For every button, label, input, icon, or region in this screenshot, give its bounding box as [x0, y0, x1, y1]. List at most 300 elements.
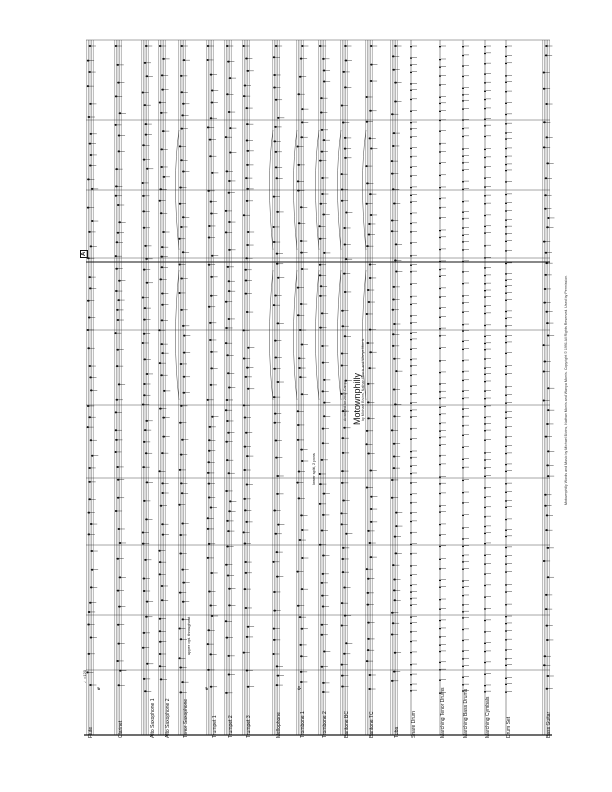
note-head [545, 54, 548, 56]
note-head [370, 80, 373, 82]
note-head [225, 564, 228, 566]
note-head [117, 82, 120, 84]
note-head [225, 210, 228, 212]
percussion-note [410, 231, 412, 232]
percussion-note [484, 63, 486, 64]
percussion-note [410, 296, 412, 297]
note-head [143, 500, 146, 502]
percussion-note [462, 677, 464, 678]
note-head [323, 70, 326, 72]
note-head [117, 479, 120, 481]
percussion-note [484, 178, 486, 179]
note-head [159, 188, 162, 190]
note-head [161, 492, 164, 494]
note-head [227, 61, 230, 63]
percussion-note [462, 569, 464, 570]
note-head [226, 354, 229, 356]
note-head [543, 146, 546, 148]
note-head [207, 643, 210, 645]
note-head [275, 151, 278, 153]
page-title: Motownphilly [352, 372, 362, 425]
note-head [226, 459, 229, 461]
note-head [180, 482, 183, 484]
note-head [158, 573, 161, 575]
percussion-note [410, 284, 412, 285]
percussion-note [410, 402, 412, 403]
note-head [225, 441, 228, 443]
note-head [273, 610, 276, 612]
note-head [297, 314, 300, 316]
percussion-note [410, 652, 412, 653]
percussion-note [505, 584, 507, 585]
note-head [273, 396, 276, 398]
note-head [368, 367, 371, 369]
note-head [322, 428, 325, 430]
percussion-note [484, 166, 486, 167]
note-head [369, 469, 372, 471]
note-head [211, 102, 214, 104]
note-head [342, 71, 345, 73]
instrument-label: Bass Guitar [546, 711, 552, 738]
note-head [89, 365, 92, 367]
note-head [369, 263, 372, 265]
note-head [246, 636, 249, 638]
note-head [146, 373, 149, 375]
note-head [344, 45, 347, 47]
note-head [88, 71, 91, 73]
note-head [181, 91, 184, 93]
note-head [341, 558, 344, 560]
note-head [367, 622, 370, 624]
percussion-note [410, 502, 412, 503]
percussion-note [439, 103, 441, 104]
note-head [228, 588, 231, 590]
note-head [181, 114, 184, 116]
note-head [547, 576, 550, 578]
percussion-note [505, 170, 507, 171]
percussion-note [484, 643, 486, 644]
note-head [245, 257, 248, 259]
note-head [89, 103, 92, 105]
note-head [367, 453, 370, 455]
note-head [90, 523, 93, 525]
note-head [208, 483, 211, 485]
percussion-note [505, 556, 507, 557]
note-head [547, 547, 550, 549]
note-head [341, 352, 344, 354]
note-head [322, 442, 325, 444]
note-head [395, 270, 398, 272]
percussion-note [505, 446, 507, 447]
note-head [319, 544, 322, 546]
percussion-note [462, 94, 464, 95]
note-head [367, 592, 370, 594]
percussion-note [505, 403, 507, 404]
instrument-label: Baritone TC [369, 711, 375, 738]
percussion-note [410, 605, 412, 606]
note-head [545, 311, 548, 313]
percussion-note [484, 563, 486, 564]
note-head [159, 618, 162, 620]
note-head [319, 160, 322, 162]
note-head [365, 165, 368, 167]
percussion-note [484, 73, 486, 74]
note-head [227, 266, 230, 268]
percussion-note [505, 46, 507, 47]
percussion-note [439, 163, 441, 164]
note-head [369, 277, 372, 279]
note-head [320, 97, 323, 99]
note-head [183, 59, 186, 61]
percussion-note [410, 641, 412, 642]
note-head [366, 568, 369, 570]
note-head [392, 69, 395, 71]
note-head [245, 57, 248, 59]
percussion-note [410, 473, 412, 474]
note-head [246, 123, 249, 125]
note-head [546, 162, 549, 164]
note-head [88, 653, 91, 655]
note-head [225, 620, 228, 622]
percussion-note [505, 114, 507, 115]
note-head [89, 165, 92, 167]
note-head [161, 319, 164, 321]
note-head [182, 216, 185, 218]
note-head [88, 498, 91, 500]
note-head [299, 644, 302, 646]
note-head [160, 148, 163, 150]
note-head [144, 245, 147, 247]
percussion-note [462, 295, 464, 296]
note-head [273, 639, 276, 641]
percussion-note [484, 226, 486, 227]
note-head [275, 166, 278, 168]
note-head [341, 310, 344, 312]
note-head [158, 329, 161, 331]
note-head [321, 666, 324, 668]
note-head [546, 226, 549, 228]
note-head [160, 343, 163, 345]
note-head [276, 263, 279, 265]
percussion-note [410, 333, 412, 334]
note-head [144, 690, 147, 692]
note-head [301, 45, 304, 47]
percussion-note [410, 451, 412, 452]
note-head [162, 417, 165, 419]
note-head [547, 675, 550, 677]
note-head [161, 266, 164, 268]
note-head [117, 497, 120, 499]
note-head [207, 126, 210, 128]
note-head [321, 459, 324, 461]
note-head [365, 96, 368, 98]
percussion-note [439, 568, 441, 569]
note-head [319, 295, 322, 297]
percussion-note [484, 99, 486, 100]
note-head [542, 399, 545, 401]
note-head [544, 208, 547, 210]
percussion-note [462, 684, 464, 685]
percussion-note [410, 494, 412, 495]
percussion-note [439, 276, 441, 277]
note-head [275, 457, 278, 459]
instrument-label: Baritone BC [344, 711, 350, 738]
note-head [86, 426, 89, 428]
note-head [301, 344, 304, 346]
percussion-note [462, 100, 464, 101]
percussion-note [462, 459, 464, 460]
note-head [161, 89, 164, 91]
note-head [244, 542, 247, 544]
note-head [367, 638, 370, 640]
note-head [323, 493, 326, 495]
note-head [117, 624, 120, 626]
percussion-note [410, 428, 412, 429]
note-head [392, 309, 395, 311]
note-head [273, 56, 276, 58]
percussion-note [439, 237, 441, 238]
note-head [225, 342, 228, 344]
percussion-note [462, 425, 464, 426]
percussion-note [410, 585, 412, 586]
percussion-note [462, 611, 464, 612]
percussion-note [439, 669, 441, 670]
note-head [322, 573, 325, 575]
note-head [161, 452, 164, 454]
percussion-note [484, 313, 486, 314]
percussion-note [505, 164, 507, 165]
note-head [225, 136, 228, 138]
note-head [246, 367, 249, 369]
note-head [225, 490, 228, 492]
note-head [88, 416, 91, 418]
percussion-note [439, 651, 441, 652]
note-head [546, 464, 549, 466]
note-head [300, 655, 303, 657]
note-head [243, 498, 246, 500]
note-head [143, 590, 146, 592]
percussion-note [439, 437, 441, 438]
percussion-note [484, 555, 486, 556]
note-head [370, 214, 373, 216]
percussion-note [505, 564, 507, 565]
note-head [228, 192, 231, 194]
note-head [229, 127, 232, 129]
note-head [543, 560, 546, 562]
note-head [369, 137, 372, 139]
percussion-note [439, 175, 441, 176]
note-head [342, 122, 345, 124]
note-head [209, 322, 212, 324]
note-head [345, 533, 348, 535]
percussion-note [462, 156, 464, 157]
note-head [321, 595, 324, 597]
note-head [345, 59, 348, 61]
trombone-annotation: lower split, 2 pcns [311, 453, 316, 485]
note-head [246, 164, 249, 166]
note-head [546, 514, 549, 516]
note-head [161, 256, 164, 258]
note-head [274, 533, 277, 535]
percussion-note [410, 482, 412, 483]
note-head [180, 277, 183, 279]
note-head [391, 680, 394, 682]
note-head [226, 545, 229, 547]
percussion-note [410, 591, 412, 592]
note-head [545, 608, 548, 610]
percussion-note [462, 629, 464, 630]
percussion-note [462, 162, 464, 163]
note-head [88, 533, 91, 535]
note-head [275, 439, 278, 441]
note-head [297, 190, 300, 192]
percussion-note [484, 275, 486, 276]
note-head [208, 590, 211, 592]
percussion-note [505, 300, 507, 301]
note-head [208, 450, 211, 452]
note-head [547, 335, 550, 337]
note-head [547, 450, 550, 452]
note-head [301, 628, 304, 630]
percussion-note [410, 359, 412, 360]
percussion-note [410, 512, 412, 513]
note-head [545, 436, 548, 438]
note-head [211, 172, 214, 174]
note-head [367, 530, 370, 532]
percussion-note [462, 480, 464, 481]
note-head [246, 188, 249, 190]
note-head [143, 394, 146, 396]
note-head [142, 342, 145, 344]
note-head [345, 258, 348, 260]
note-head [207, 517, 210, 519]
percussion-note [505, 250, 507, 251]
percussion-note [505, 233, 507, 234]
note-head [546, 423, 549, 425]
instrument-label: Snare Drum [411, 711, 417, 738]
percussion-note [410, 349, 412, 350]
note-head [142, 647, 145, 649]
note-head [228, 290, 231, 292]
note-head [370, 521, 373, 523]
note-head [160, 166, 163, 168]
note-head [393, 671, 396, 673]
note-head [391, 497, 394, 499]
note-head [366, 121, 369, 123]
percussion-note [462, 312, 464, 313]
note-head [272, 653, 275, 655]
percussion-note [462, 235, 464, 236]
percussion-note [410, 410, 412, 411]
percussion-note [505, 325, 507, 326]
percussion-note [410, 544, 412, 545]
note-head [322, 362, 325, 364]
note-head [228, 180, 231, 182]
note-head [244, 561, 247, 563]
note-head [392, 145, 395, 147]
percussion-note [505, 293, 507, 294]
note-head [297, 93, 300, 95]
percussion-note [484, 430, 486, 431]
note-head [273, 510, 276, 512]
instrument-label: Trumpet 3 [246, 715, 252, 738]
note-head [182, 171, 185, 173]
percussion-note [462, 447, 464, 448]
percussion-note [462, 249, 464, 250]
note-head [118, 221, 121, 223]
note-head [243, 469, 246, 471]
note-head [545, 45, 548, 47]
percussion-note [439, 84, 441, 85]
note-head [182, 582, 185, 584]
note-head [244, 509, 247, 511]
percussion-note [505, 103, 507, 104]
note-head [276, 475, 279, 477]
note-head [158, 550, 161, 552]
note-head [395, 370, 398, 372]
percussion-note [505, 571, 507, 572]
note-head [340, 624, 343, 626]
note-head [367, 649, 370, 651]
note-head [370, 64, 373, 66]
percussion-note [484, 91, 486, 92]
note-head [368, 542, 371, 544]
note-head [323, 379, 326, 381]
percussion-note [462, 580, 464, 581]
note-head [547, 409, 550, 411]
note-head [394, 403, 397, 405]
note-head [321, 390, 324, 392]
note-head [340, 512, 343, 514]
percussion-note [462, 55, 464, 56]
note-head [369, 329, 372, 331]
percussion-note [410, 187, 412, 188]
note-head [88, 512, 91, 514]
percussion-note [484, 573, 486, 574]
note-head [210, 384, 213, 386]
note-head [321, 624, 324, 626]
percussion-note [462, 604, 464, 605]
instrument-label: Drum Set [506, 716, 512, 738]
percussion-note [439, 662, 441, 663]
percussion-note [505, 678, 507, 679]
note-head [545, 529, 548, 531]
percussion-note [462, 502, 464, 503]
percussion-note [410, 386, 412, 387]
instrument-label: Trumpet 1 [212, 715, 218, 738]
percussion-note [462, 330, 464, 331]
note-head [88, 231, 91, 233]
note-head [146, 481, 149, 483]
percussion-note [484, 497, 486, 498]
note-head [366, 245, 369, 247]
note-head [319, 45, 322, 47]
percussion-note [439, 360, 441, 361]
percussion-note [484, 257, 486, 258]
note-head [370, 148, 373, 150]
percussion-note [462, 435, 464, 436]
note-head [91, 569, 94, 571]
note-head [91, 188, 94, 190]
note-head [300, 514, 303, 516]
note-head [161, 482, 164, 484]
instrument-label: Alto Saxophone 1 [150, 698, 156, 738]
percussion-note [484, 368, 486, 369]
note-head [89, 133, 92, 135]
note-head [341, 105, 344, 107]
percussion-note [410, 99, 412, 100]
percussion-note [505, 471, 507, 472]
